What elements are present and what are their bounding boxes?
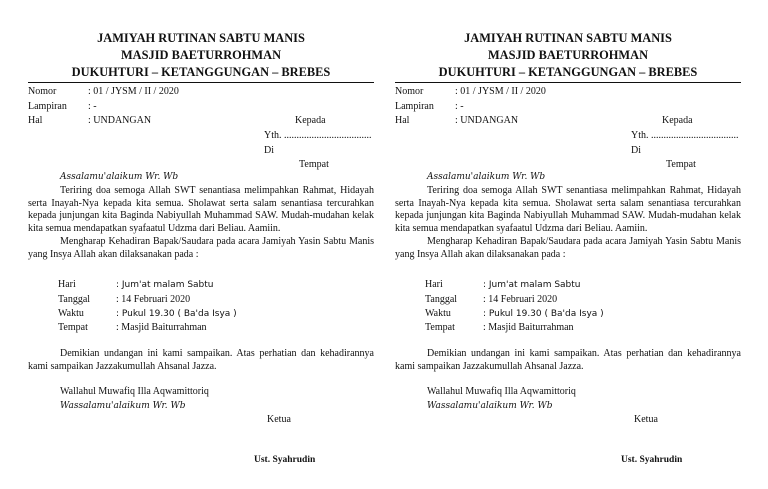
tempat-value: : Masjid Baiturrahman (116, 322, 207, 333)
nomor-value: : 01 / JYSM / II / 2020 (455, 86, 546, 97)
tanggal-label: Tanggal (425, 294, 458, 305)
hal-label: Hal (395, 115, 410, 126)
hari-label: Hari (58, 279, 76, 290)
hari-value: : Jum'at malam Sabtu (116, 280, 214, 290)
letterhead-line-2: MASJID BAETURROHMAN (120, 48, 282, 62)
nomor-label: Nomor (395, 86, 424, 97)
tempat-label: Tempat (58, 322, 88, 333)
header-divider (395, 82, 741, 83)
waktu-label: Waktu (425, 308, 451, 319)
kepada-label: Kepada (295, 115, 326, 126)
lampiran-value: : - (455, 101, 464, 112)
tempat-label: Tempat (425, 322, 455, 333)
lampiran-label: Lampiran (28, 101, 67, 112)
closing-paragraph: Demikian undangan ini kami sampaikan. Atas perhatian dan kehadirannya kami sampaikan Jazzakumullah Ahsanal Jazza. (395, 348, 741, 372)
hari-label: Hari (425, 279, 443, 290)
letterhead-line-3: DUKUHTURI – KETANGGUNGAN – BREBES (71, 65, 331, 79)
greeting: Assalamu'alaikum Wr. Wb (427, 172, 546, 182)
header-divider (28, 82, 374, 83)
lampiran-label: Lampiran (395, 101, 434, 112)
tempat-address: Tempat (299, 159, 329, 170)
opening-paragraph: Teriring doa semoga Allah SWT senantiasa melimpahkan Rahmat, Hidayah serta Inayah-Nya kepada kita semua. Sholawat serta salam senantiasa tercurahkan kepada junjungan kita Baginda Nabiyullah Muhammad SAW. Mudah-mudahan kelak kita semua mendapatkan syafaatul Udzma dari Beliau. Aamiin. (28, 185, 374, 234)
greeting: Assalamu'alaikum Wr. Wb (60, 172, 179, 182)
hal-value: : UNDANGAN (88, 115, 152, 126)
di-label: Di (631, 145, 641, 156)
yth-line: Yth. ................................... (631, 130, 739, 141)
letterhead-line-1: JAMIYAH RUTINAN SABTU MANIS (464, 31, 672, 45)
waktu-value: : Pukul 19.30 ( Ba'da Isya ) (116, 309, 237, 319)
ketua-name: Ust. Syahrudin (254, 455, 316, 465)
hal-value: : UNDANGAN (455, 115, 519, 126)
farewell: Wassalamu'alaikum Wr. Wb (60, 401, 186, 411)
closing-paragraph: Demikian undangan ini kami sampaikan. Atas perhatian dan kehadirannya kami sampaikan Jazzakumullah Ahsanal Jazza. (28, 348, 374, 372)
invitation-paragraph: Mengharap Kehadiran Bapak/Saudara pada acara Jamiyah Yasin Sabtu Manis yang Insya Allah akan dilaksanakan pada : (395, 236, 741, 260)
tanggal-value: : 14 Februari 2020 (483, 294, 558, 305)
ketua-name: Ust. Syahrudin (621, 455, 683, 465)
di-label: Di (264, 145, 274, 156)
tanggal-value: : 14 Februari 2020 (116, 294, 191, 305)
invitation-letter-left (28, 0, 374, 489)
wallahul-line: Wallahul Muwafiq Illa Aqwamittoriq (427, 386, 576, 397)
ketua-label: Ketua (267, 414, 291, 425)
letterhead-line-2: MASJID BAETURROHMAN (487, 48, 649, 62)
invitation-paragraph: Mengharap Kehadiran Bapak/Saudara pada acara Jamiyah Yasin Sabtu Manis yang Insya Allah akan dilaksanakan pada : (28, 236, 374, 260)
hari-value: : Jum'at malam Sabtu (483, 280, 581, 290)
wallahul-line: Wallahul Muwafiq Illa Aqwamittoriq (60, 386, 209, 397)
waktu-label: Waktu (58, 308, 84, 319)
invitation-letter-right (395, 0, 741, 489)
lampiran-value: : - (88, 101, 97, 112)
letterhead-line-3: DUKUHTURI – KETANGGUNGAN – BREBES (438, 65, 698, 79)
hal-label: Hal (28, 115, 43, 126)
kepada-label: Kepada (662, 115, 693, 126)
ketua-label: Ketua (634, 414, 658, 425)
letterhead-line-1: JAMIYAH RUTINAN SABTU MANIS (97, 31, 305, 45)
waktu-value: : Pukul 19.30 ( Ba'da Isya ) (483, 309, 604, 319)
yth-line: Yth. ................................... (264, 130, 372, 141)
opening-paragraph: Teriring doa semoga Allah SWT senantiasa melimpahkan Rahmat, Hidayah serta Inayah-Nya kepada kita semua. Sholawat serta salam senantiasa tercurahkan kepada junjungan kita Baginda Nabiyullah Muhammad SAW. Mudah-mudahan kelak kita semua mendapatkan syafaatul Udzma dari Beliau. Aamiin. (395, 185, 741, 234)
nomor-label: Nomor (28, 86, 57, 97)
tempat-address: Tempat (666, 159, 696, 170)
farewell: Wassalamu'alaikum Wr. Wb (427, 401, 553, 411)
tanggal-label: Tanggal (58, 294, 91, 305)
nomor-value: : 01 / JYSM / II / 2020 (88, 86, 179, 97)
tempat-value: : Masjid Baiturrahman (483, 322, 574, 333)
